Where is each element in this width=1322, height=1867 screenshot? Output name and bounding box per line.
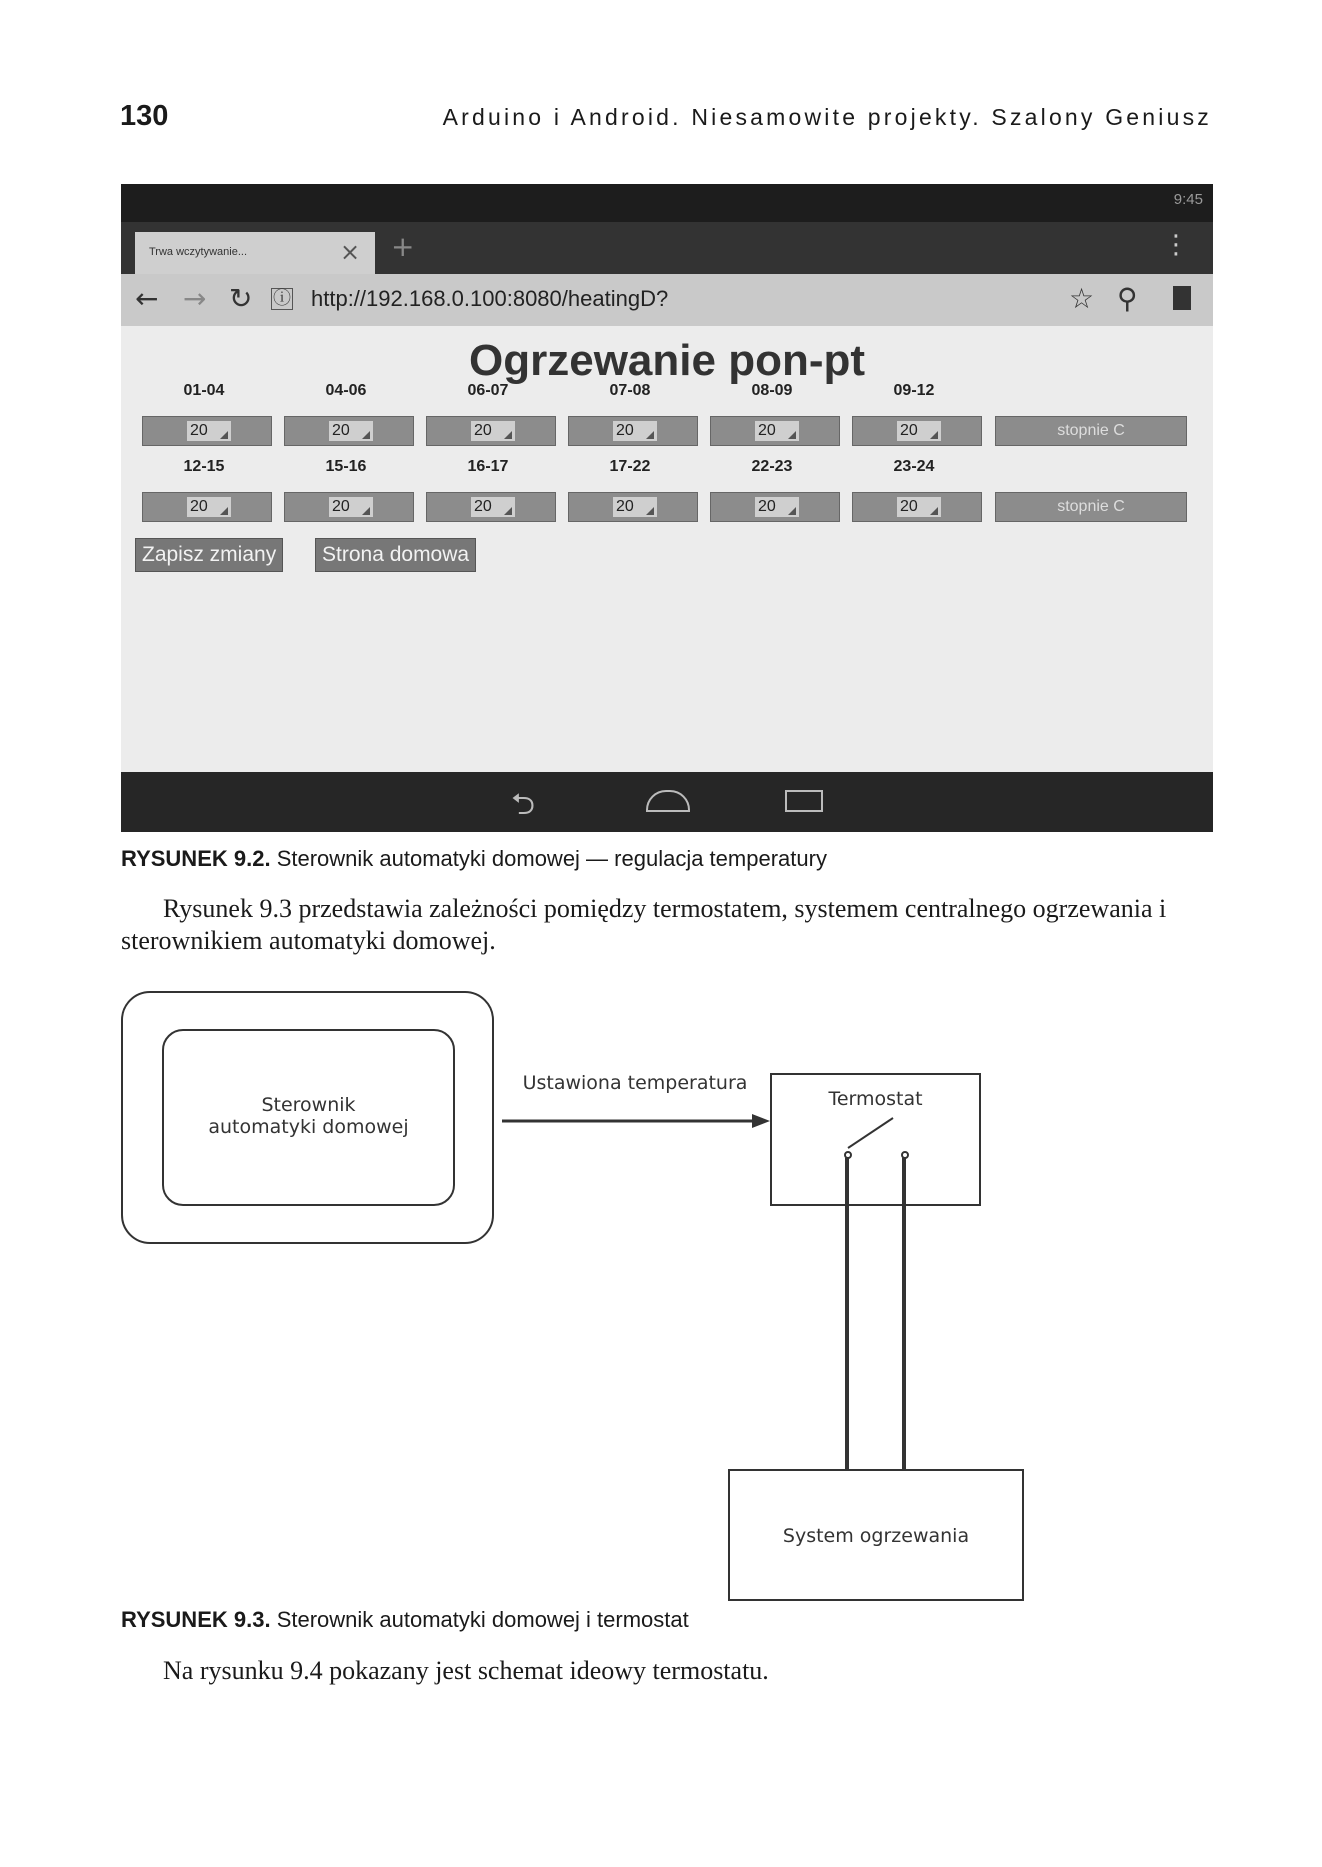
search-icon[interactable]: ⚲ [1117,282,1138,315]
save-button[interactable]: Zapisz zmiany [135,538,283,572]
forward-arrow-icon[interactable]: → [183,282,207,315]
figure-caption [121,1607,689,1633]
unit-field: stopnie C [995,492,1187,522]
temperature-value: 20 [332,498,350,515]
body-paragraph: Rysunek 9.3 przedstawia zależności pomiędzy termostatem, systemem centralnego ogrzewania i sterownikiem automatyki domowej. [121,894,1167,955]
temperature-value: 20 [190,422,208,439]
slot-label: 01-04 [183,382,225,399]
figure-caption-text: Sterownik automatyki domowej — regulacja temperatury [276,846,827,871]
tab-title: Trwa wczytywanie... [149,246,248,258]
slot-label: 23-24 [893,458,935,475]
figure-caption-text: Sterownik automatyki domowej i termostat [276,1607,689,1632]
slot-label: 09-12 [893,382,935,399]
back-arrow-icon[interactable]: ← [135,282,159,315]
temperature-value: 20 [332,422,350,439]
running-head: Arduino i Android. Niesamowite projekty. Szalony Geniusz [442,104,1212,130]
home-button[interactable]: Strona domowa [315,538,476,572]
nav-back-icon[interactable]: ⮌ [511,787,536,822]
thermostat-label: Termostat [828,1088,923,1110]
figure-label: RYSUNEK 9.2. [121,846,271,871]
site-info-icon[interactable]: ⓘ [273,288,291,309]
menu-dots-icon[interactable]: ⋮ [1163,230,1189,260]
body-paragraph: Na rysunku 9.4 pokazany jest schemat ideowy termostatu. [163,1656,769,1685]
slot-label: 16-17 [467,458,509,475]
temperature-value: 20 [758,422,776,439]
unit-field: stopnie C [995,416,1187,446]
reload-icon[interactable]: ↻ [229,282,253,315]
slot-label: 17-22 [609,458,651,475]
controller-label: Sterownik automatyki domowej [208,1094,409,1138]
temperature-value: 20 [900,422,918,439]
slot-label: 07-08 [609,382,651,399]
slot-label: 12-15 [183,458,225,475]
temperature-value: 20 [758,498,776,515]
temperature-value: 20 [474,498,492,515]
star-icon[interactable]: ☆ [1069,282,1095,315]
switch-contact [902,1152,908,1158]
switch-contact [845,1152,851,1158]
new-tab-icon[interactable]: + [391,230,415,263]
page-number: 130 [120,100,169,132]
arrow-head [752,1114,770,1128]
arrow-label: Ustawiona temperatura [522,1072,748,1094]
heating-label: System ogrzewania [782,1525,970,1547]
slot-label: 15-16 [325,458,367,475]
figure-label: RYSUNEK 9.3. [121,1607,271,1632]
close-icon[interactable]: × [340,238,361,266]
slot-label: 06-07 [467,382,509,399]
temperature-value: 20 [900,498,918,515]
status-clock: 9:45 [1173,191,1203,208]
url-bar[interactable]: http://192.168.0.100:8080/heatingD? [311,286,669,311]
temperature-value: 20 [616,422,634,439]
temperature-value: 20 [474,422,492,439]
slot-label: 04-06 [325,382,367,399]
temperature-value: 20 [190,498,208,515]
slot-label: 08-09 [751,382,793,399]
switch-lever [848,1118,893,1148]
slot-label: 22-23 [751,458,793,475]
page-title: Ogrzewanie pon-pt [469,336,865,385]
temperature-value: 20 [616,498,634,515]
